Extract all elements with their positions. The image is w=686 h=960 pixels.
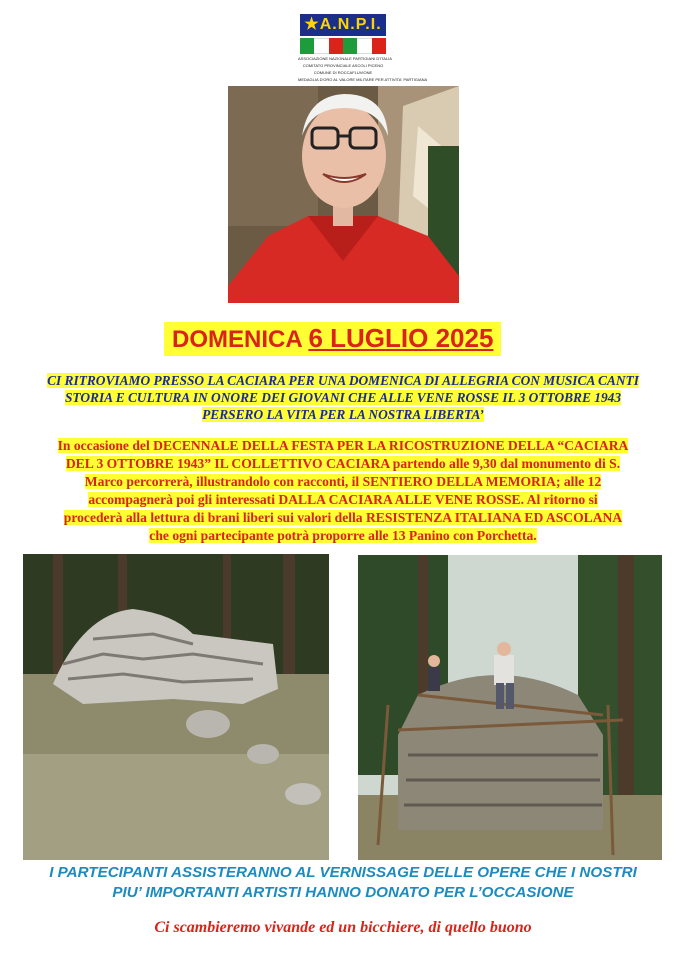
date-prefix: DOMENICA	[172, 326, 309, 353]
program-line5-row	[18, 509, 668, 526]
ruins-photo	[23, 554, 329, 860]
intro-line3: PERSERO LA VITA PER LA NOSTRA LIBERTA’	[202, 407, 484, 422]
program-line5: procederà alla lettura di brani liberi sui valori della RESISTENZA ITALIANA ED ASCOLANA	[63, 510, 623, 525]
footer-line2: PIU’ IMPORTANTI ARTISTI HANNO DONATO PER L’OCCASIONE	[112, 884, 574, 901]
program-line2: DEL 3 OTTOBRE 1943” IL COLLETTIVO CACIARA partendo alle 9,30 dal monumento di S.	[65, 456, 621, 471]
logo-line3: COMUNE DI ROCCAFLUVIONE	[313, 70, 373, 75]
intro-line1: CI RITROVIAMO PRESSO LA CACIARA PER UNA DOMENICA DI ALLEGRIA CON MUSICA CANTI	[47, 373, 639, 388]
program-line3: Marco percorrerà, illustrandolo con racconti, il SENTIERO DELLA MEMORIA; alle 12	[84, 474, 602, 489]
program-line6: che ogni partecipante potrà proporre alle 13 Panino con Porchetta.	[149, 528, 537, 543]
vernissage-text	[10, 863, 676, 903]
anpi-logo	[298, 14, 428, 82]
anpi-acronym: ★A.N.P.I.	[300, 14, 386, 36]
date-day: 6 LUGLIO 2025	[308, 323, 494, 353]
logo-line1: ASSOCIAZIONE NAZIONALE PARTIGIANI D'ITALIA	[298, 56, 392, 61]
logo-line2: COMITATO PROVINCIALE ASCOLI PICENO	[302, 63, 384, 68]
footer-line1: I PARTECIPANTI ASSISTERANNO AL VERNISSAGE DELLE OPERE CHE I NOSTRI	[49, 864, 637, 881]
portrait-photo	[228, 86, 459, 303]
intro-line2-row	[18, 389, 668, 406]
program-line3-row	[18, 473, 668, 490]
program-line4: accompagnerà poi gli interessati DALLA CACIARA ALLE VENE ROSSE. Al ritorno si	[88, 492, 598, 507]
reconstruction-photo	[358, 555, 662, 860]
program-line4-row	[18, 491, 668, 508]
intro-line3-row	[18, 406, 668, 423]
intro-line2: STORIA E CULTURA IN ONORE DEI GIOVANI CHE ALLE VENE ROSSE IL 3 OTTOBRE 1943	[64, 390, 622, 405]
logo-line4: MEDAGLIA D'ORO AL VALORE MILITARE PER ATTIVITA' PARTIGIANA	[298, 77, 428, 82]
italian-flag-icon	[300, 38, 386, 54]
program-line1: In occasione del DECENNALE DELLA FESTA PER LA RICOSTRUZIONE DELLA “CACIARA	[57, 438, 629, 453]
program-line1-row	[18, 437, 668, 454]
closing-text: Ci scambieremo vivande ed un bicchiere, di quello buono	[154, 919, 532, 936]
program-line2-row	[18, 455, 668, 472]
intro-line1-row	[18, 372, 668, 389]
event-date	[164, 322, 501, 356]
program-line6-row	[18, 527, 668, 544]
